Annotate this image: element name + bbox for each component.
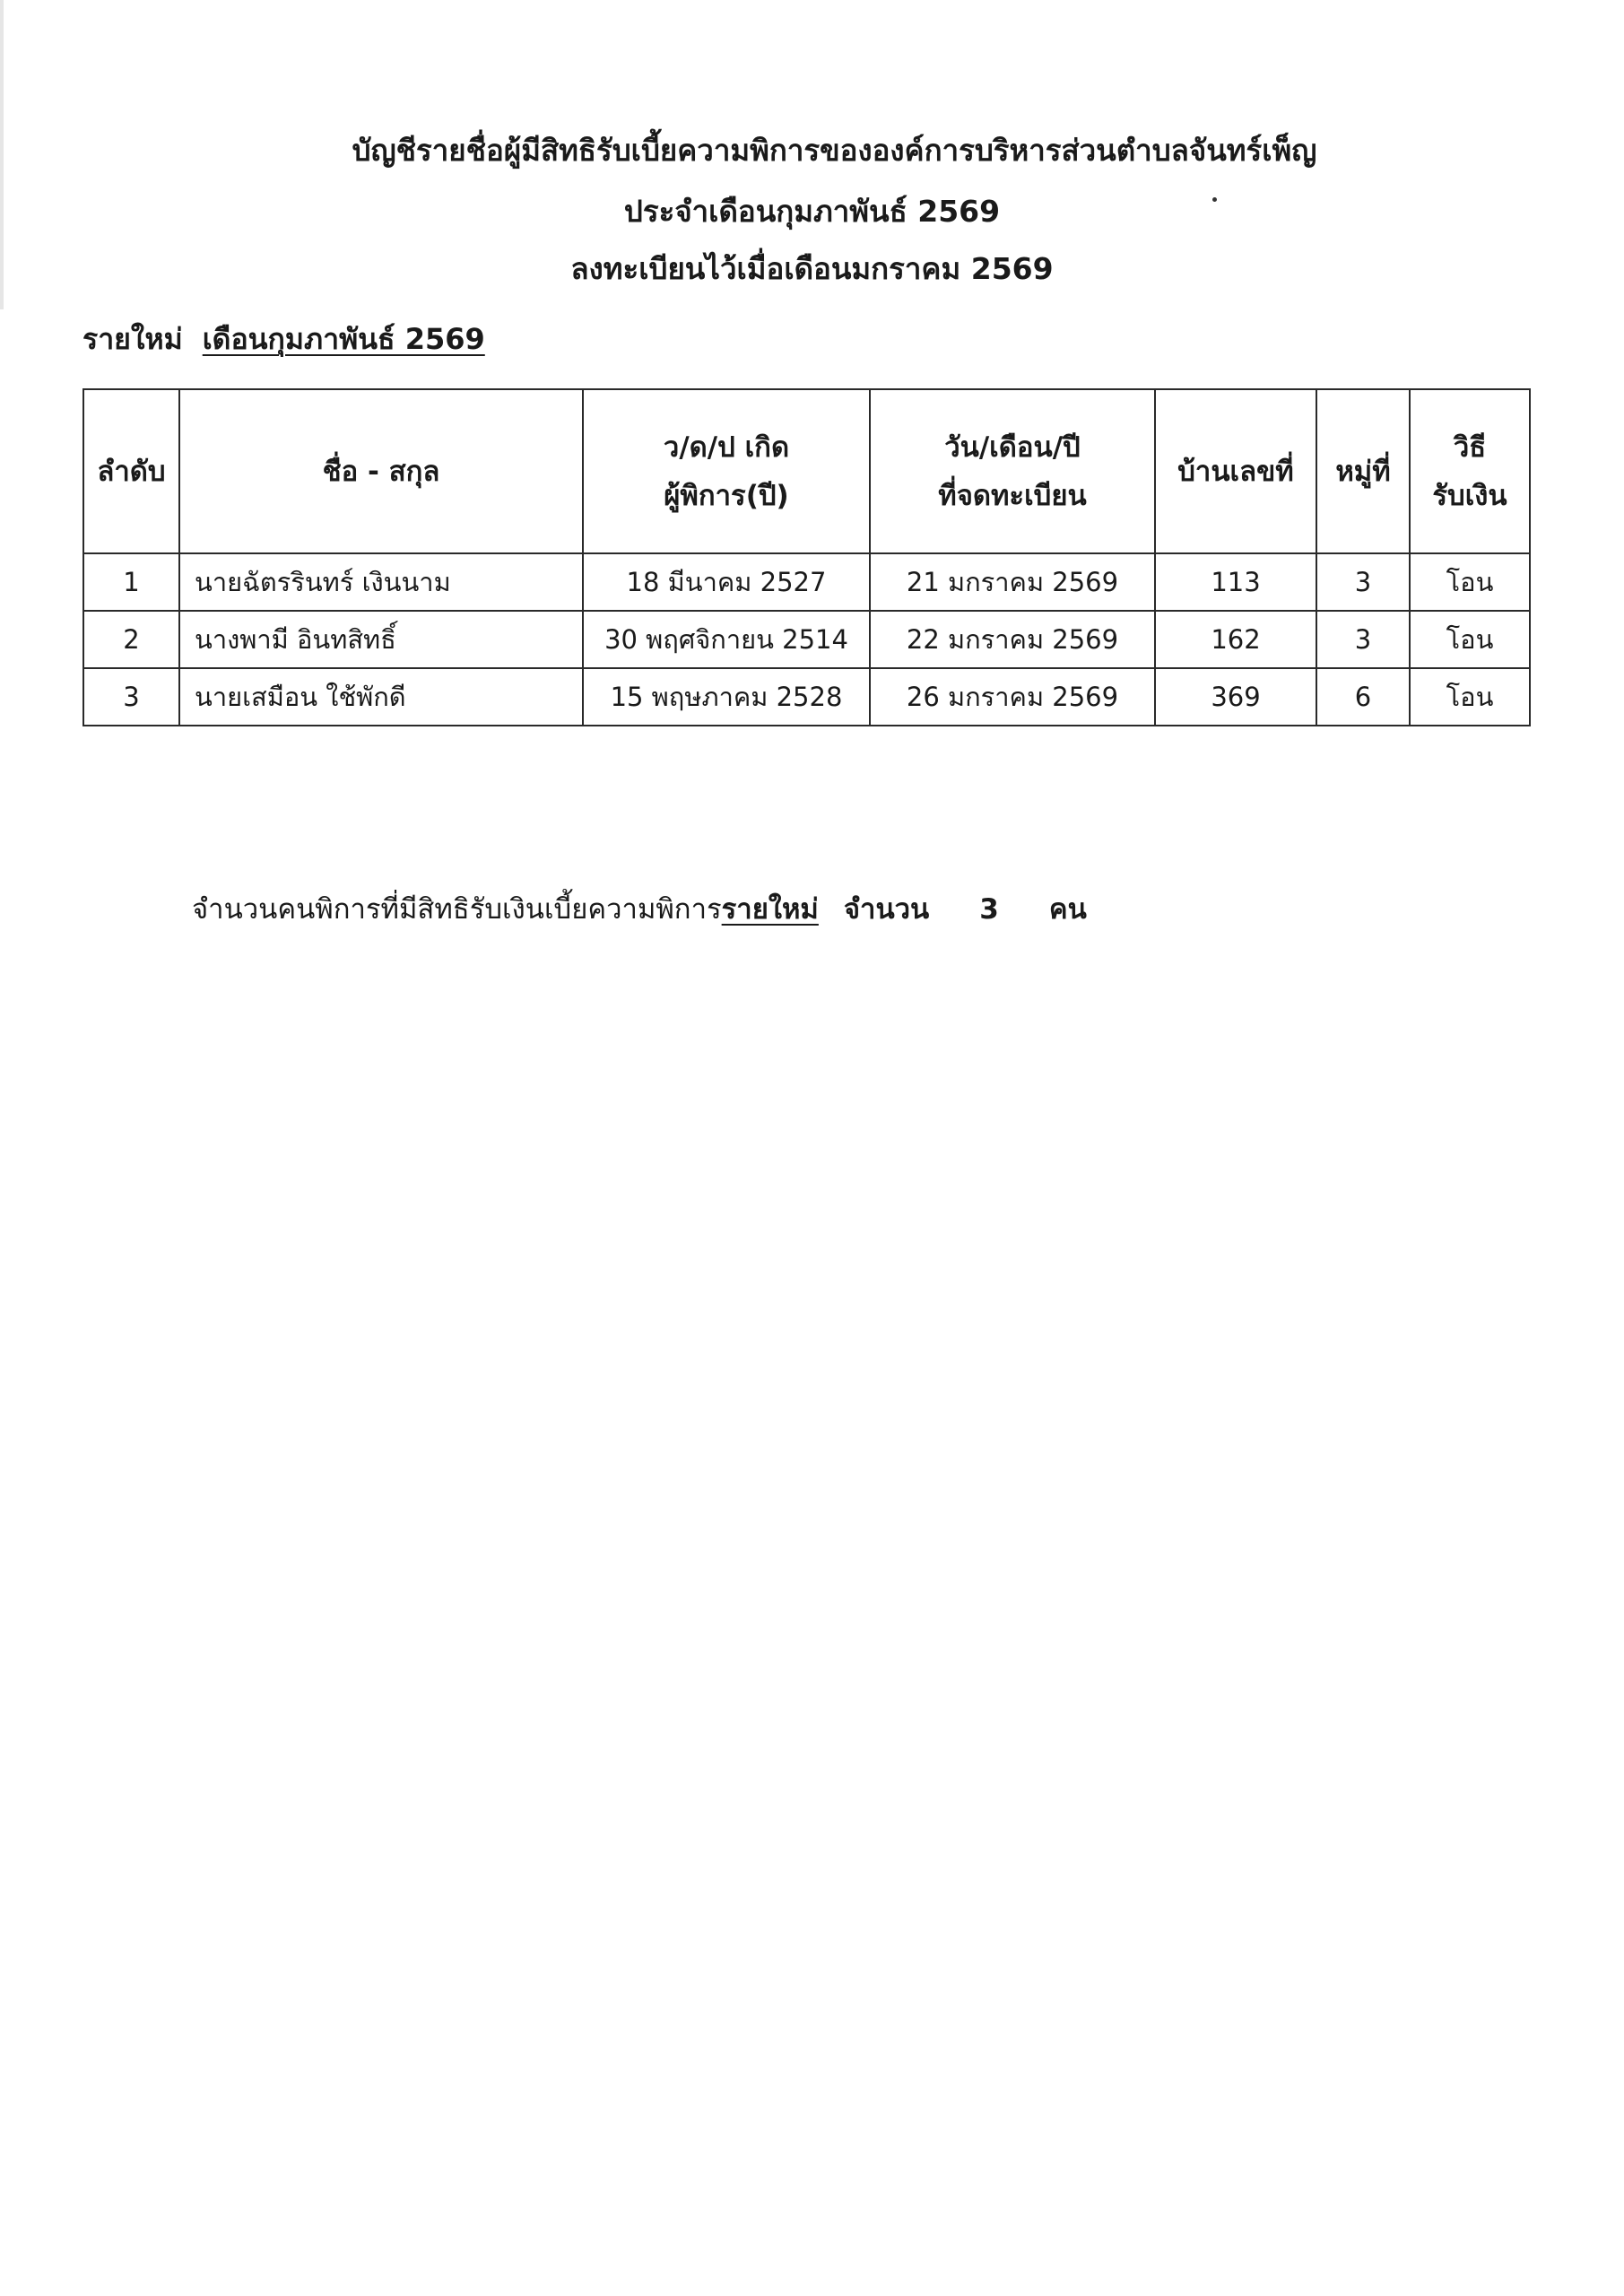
cell-birthdate: 15 พฤษภาคม 2528	[583, 668, 870, 726]
column-header-house-number: บ้านเลขที่	[1155, 389, 1316, 553]
summary-unit: คน	[1048, 893, 1087, 926]
summary-line	[192, 890, 1087, 929]
stray-dot-mark	[1212, 197, 1217, 202]
document-month-line: ประจำเดือนกุมภาพันธ์ 2569	[623, 194, 1001, 229]
column-header-name: ชื่อ - สกุล	[179, 389, 583, 553]
section-month: เดือนกุมภาพันธ์ 2569	[202, 322, 485, 356]
table-header-row	[83, 389, 1530, 553]
cell-order: 3	[83, 668, 179, 726]
cell-name: นางพามี อินทสิทธิ์	[179, 611, 583, 668]
cell-village: 6	[1316, 668, 1410, 726]
registration-table	[83, 388, 1531, 726]
cell-registration-date: 26 มกราคม 2569	[870, 668, 1155, 726]
cell-village: 3	[1316, 611, 1410, 668]
cell-name: นายเสมือน ใช้พักดี	[179, 668, 583, 726]
cell-birthdate: 30 พฤศจิกายน 2514	[583, 611, 870, 668]
cell-name: นายฉัตรรินทร์ เงินนาม	[179, 553, 583, 611]
cell-payment-method: โอน	[1410, 611, 1530, 668]
cell-birthdate: 18 มีนาคม 2527	[583, 553, 870, 611]
cell-house-number: 113	[1155, 553, 1316, 611]
cell-order: 1	[83, 553, 179, 611]
cell-village: 3	[1316, 553, 1410, 611]
document-title: บัญชีรายชื่อผู้มีสิทธิรับเบี้ยความพิการขององค์การบริหารส่วนตำบลจันทร์เพ็ญ	[352, 133, 1317, 168]
section-label: รายใหม่	[83, 322, 183, 356]
cell-payment-method: โอน	[1410, 553, 1530, 611]
cell-order: 2	[83, 611, 179, 668]
summary-count-label: จำนวน	[843, 893, 930, 926]
cell-house-number: 369	[1155, 668, 1316, 726]
column-header-payment-method: วิธี รับเงิน	[1410, 389, 1530, 553]
table-row	[83, 668, 1530, 726]
column-header-village: หมู่ที่	[1316, 389, 1410, 553]
column-header-order: ลำดับ	[83, 389, 179, 553]
summary-count: 3	[979, 893, 999, 926]
summary-emphasis: รายใหม่	[721, 893, 819, 926]
table-row	[83, 611, 1530, 668]
column-header-registration-date: วัน/เดือน/ปี ที่จดทะเบียน	[870, 389, 1155, 553]
cell-registration-date: 22 มกราคม 2569	[870, 611, 1155, 668]
cell-house-number: 162	[1155, 611, 1316, 668]
summary-text: จำนวนคนพิการที่มีสิทธิรับเงินเบี้ยความพิการ	[192, 893, 722, 926]
cell-registration-date: 21 มกราคม 2569	[870, 553, 1155, 611]
column-header-birthdate: ว/ด/ป เกิด ผู้พิการ(ปี)	[583, 389, 870, 553]
table-row	[83, 553, 1530, 611]
document-registration-line: ลงทะเบียนไว้เมื่อเดือนมกราคม 2569	[570, 251, 1054, 286]
cell-payment-method: โอน	[1410, 668, 1530, 726]
section-heading	[83, 319, 485, 359]
